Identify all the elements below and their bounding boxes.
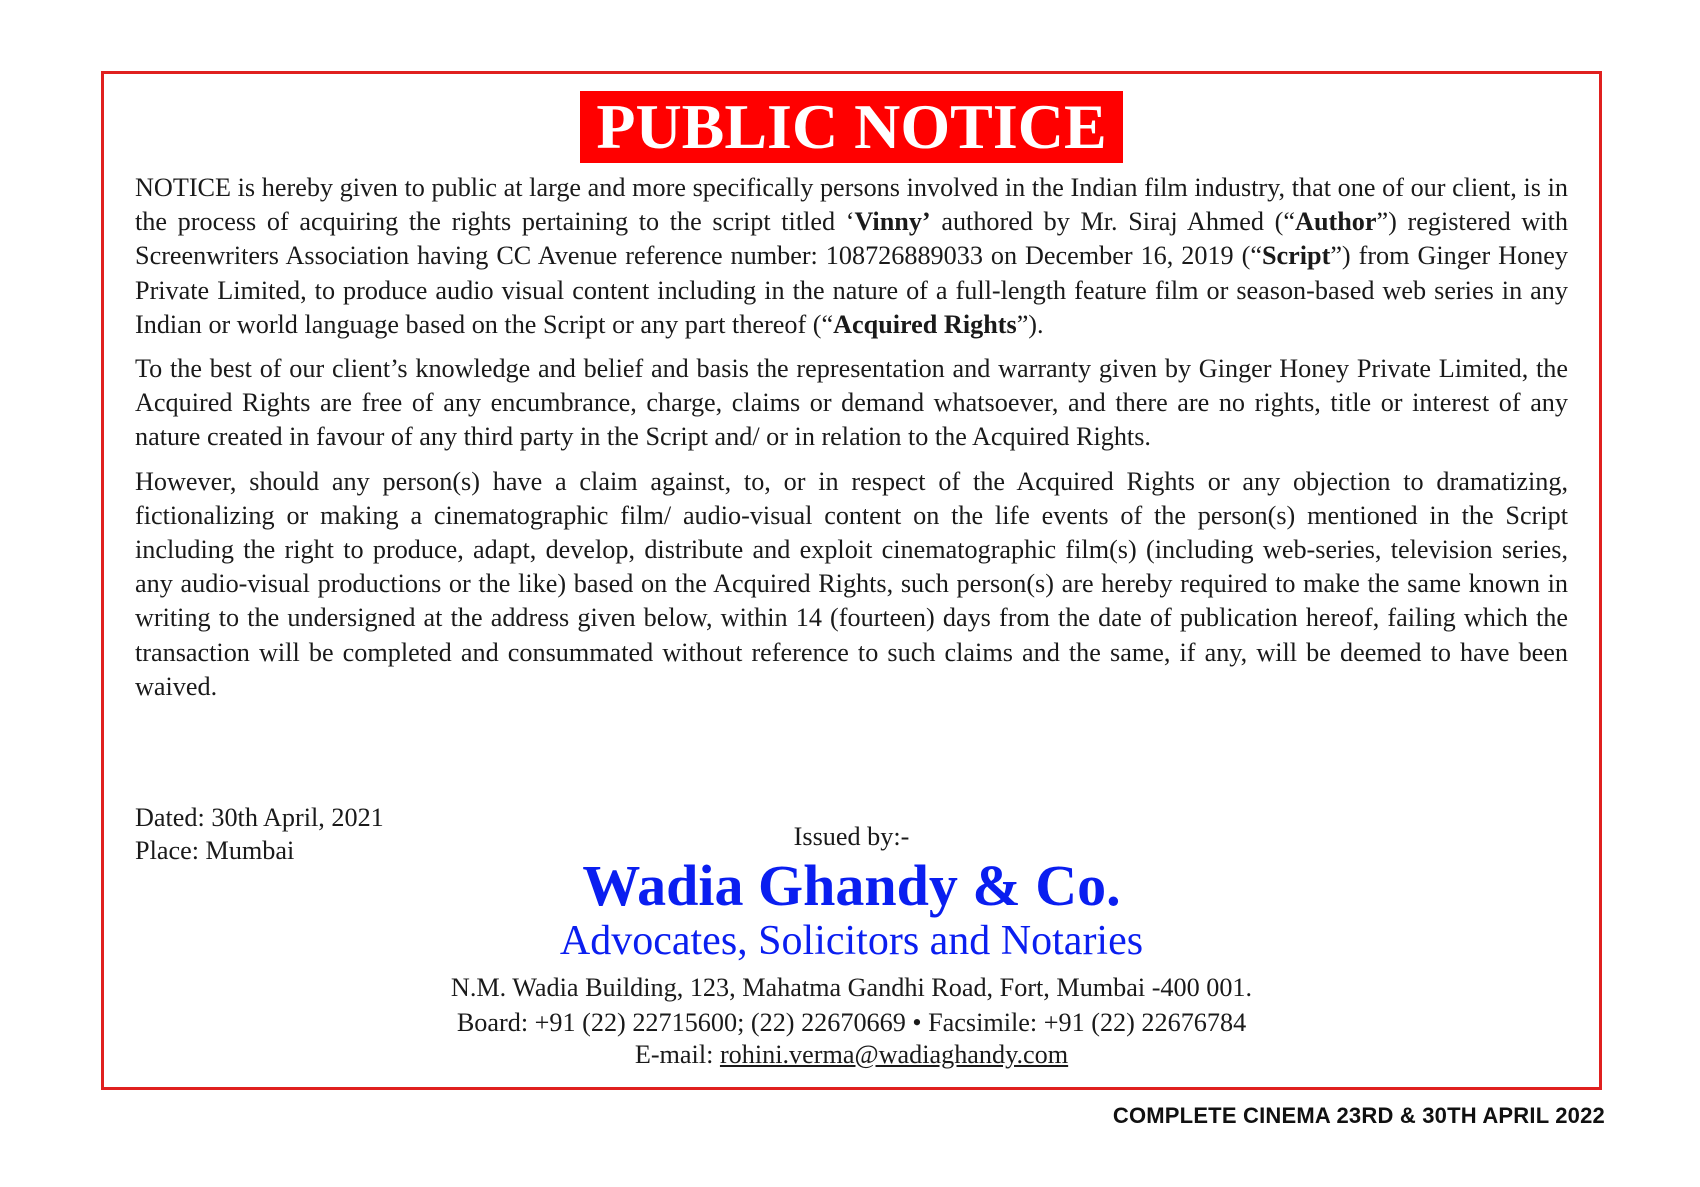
place-line: Place: Mumbai xyxy=(135,836,295,865)
para1-bold-script: Script xyxy=(1261,241,1331,271)
firm-tagline: Advocates, Solicitors and Notaries xyxy=(559,918,1144,964)
notice-title: PUBLIC NOTICE xyxy=(580,91,1122,163)
firm-address: N.M. Wadia Building, 123, Mahatma Gandhi Road, Fort, Mumbai -400 001. xyxy=(450,973,1253,1002)
notice-paragraph-2: To the best of our client’s knowledge and belief and basis the representation and warranty given by Ginger Honey Private Limited, the Acquired Rights are free of any encumbrance, charge, claims or demand whatsoever, and there are no rights, title or interest of any nature created in favour of any third party in the Script and/ or in relation to the Acquired Rights. xyxy=(135,354,1568,452)
title-wrap xyxy=(104,91,1599,163)
firm-email-line xyxy=(104,1040,1599,1070)
para1-text-4: ”) from Ginger Honey Private Limited, to produce audio visual content including in the nature of a full-length feature film or season-based web series in any Indian or world language based on the Script or any part thereof (“ xyxy=(135,241,1568,339)
firm-phones: Board: +91 (22) 22715600; (22) 22670669 • Facsimile: +91 (22) 22676784 xyxy=(456,1008,1247,1037)
publication-footer: COMPLETE CINEMA 23RD & 30TH APRIL 2022 xyxy=(1112,1103,1605,1128)
email-link[interactable]: rohini.verma@wadiaghandy.com xyxy=(719,1040,1069,1069)
public-notice-frame xyxy=(101,71,1602,1090)
issuer-block xyxy=(104,820,1599,1070)
para1-text-1: NOTICE is hereby given to public at large and more specifically persons involved in the Indian film industry, that one of our client, is in the process of acquiring the rights pertaining to the script titled ‘ xyxy=(135,173,1568,237)
para1-text-5: ”). xyxy=(1016,309,1044,339)
para1-text-2: authored by Mr. Siraj Ahmed (“ xyxy=(930,207,1296,237)
issued-by-label: Issued by:- xyxy=(793,822,910,851)
notice-paragraph-1 xyxy=(135,171,1568,342)
notice-paragraph-3: However, should any person(s) have a claim against, to, or in respect of the Acquired Rights or any objection to dramatizing, fictionalizing or making a cinematographic film/ audio-visual content on the life events of the person(s) mentioned in the Script including the right to produce, adapt, develop, distribute and exploit cinematographic film(s) (including web-series, television series, any audio-visual productions or the like) based on the Acquired Rights, such person(s) are hereby required to make the same known in writing to the undersigned at the address given below, within 14 (fourteen) days from the date of publication hereof, failing which the transaction will be completed and consummated without reference to such claims and the same, if any, will be deemed to have been waived. xyxy=(135,466,1568,701)
notice-body xyxy=(135,171,1568,714)
firm-name: Wadia Ghandy & Co. xyxy=(582,853,1121,918)
para1-bold-vinny: Vinny’ xyxy=(854,207,931,237)
email-label: E-mail: xyxy=(634,1040,720,1069)
dated-line: Dated: 30th April, 2021 xyxy=(135,803,384,832)
para1-bold-acquired-rights: Acquired Rights xyxy=(833,309,1017,339)
para1-text-3: ”) registered with Screenwriters Association having CC Avenue reference number: 108726889033 on December 16, 2019 (“ xyxy=(135,207,1568,271)
para1-bold-author: Author xyxy=(1295,207,1377,237)
